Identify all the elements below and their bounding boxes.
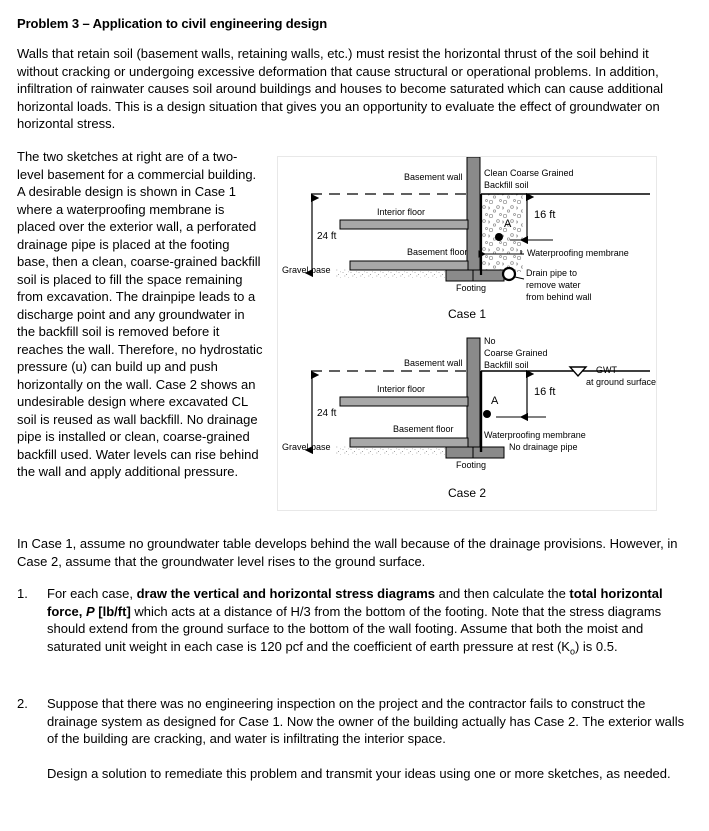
q1-text-4: ) is 0.5. [574,638,618,654]
case2-label-backfill-line1: No [484,336,496,346]
case2-caption: Case 2 [447,486,487,500]
intro-paragraph: Walls that retain soil (basement walls, retaining walls, etc.) must resist the horizontal thrust of the soil behind it without cracking or undergoing excessive deformation that cause structural or operational problems. In addition, infiltration of rainwater causes soil around buildings and houses to become saturated which can cause additional horizontal loads. This is a design situation that gives you an opportunity to evaluate the effect of groundwater on horizontal stress. [17,46,664,131]
q1-text-3: which acts at a distance of H/3 from the bottom of the footing. Note that the stress diagrams should extend from the ground surface to the bottom of the wall footing. Assume that both the moist and saturated unit weight in each case is 120 pcf and the coefficient of earth pressure at rest (K [47,603,662,654]
case-2-diagram [278,334,656,510]
case1-label-interior-floor: Interior floor [377,207,426,217]
case2-label-footing: Footing [456,460,487,470]
question-1-body [47,585,689,661]
case1-label-drain-line1: Drain pipe to [526,268,578,278]
q1-bold-2: total horizontal force, [47,586,663,619]
case2-label-basement-wall: Basement wall [404,358,463,368]
case2-label-membrane: Waterproofing membrane [484,430,586,440]
q2-text-2: Design a solution to remediate this problem and transmit your ideas using one or more sketches, as needed. [47,765,671,781]
case1-label-gravel-base: Gravel base [282,265,331,275]
question-2-body [47,695,689,782]
question-1-number: 1. [17,586,28,601]
case2-label-height-partial: 16 ft [534,386,556,398]
question-2 [17,695,689,782]
q1-text-1: For each case, [47,586,137,601]
case1-label-drain-line3: from behind wall [526,292,592,302]
q1-bold-3: [lb/ft] [94,603,131,619]
case1-label-backfill-line2: Backfill soil [484,180,529,190]
case-assumptions-paragraph: In Case 1, assume no groundwater table develops behind the wall because of the drainage provisions. However, in Case 2, assume that the groundwater level rises to the ground surface. [17,536,678,569]
case1-label-drain-line2: remove water [526,280,581,290]
case-2-svg [278,334,656,510]
case1-label-basement-floor: Basement floor [407,247,468,257]
question-2-number: 2. [17,696,28,711]
case2-label-height-total: 24 ft [317,408,337,419]
case2-label-gravel-base: Gravel base [282,442,331,452]
case1-label-backfill-line1: Clean Coarse Grained [484,168,574,178]
case2-label-basement-floor: Basement floor [393,424,454,434]
sketch-description-paragraph: The two sketches at right are of a two-level basement for a commercial building. A desirable design is shown in Case 1 where a waterproofing membrane is placed over the exterior wall, a perforated drainage pipe is placed at the footing base, then a clean, coarse-grained backfill soil is placed to fill the space remaining from excavation. The drainpipe leads to a discharge point and any groundwater in the backfill soil is removed before it reaches the wall. Therefore, no hydrostatic pressure (u) can build up and push horizontally on the wall. Case 2 shows an undesirable design where excavated CL soil is reused as wall backfill. No drainage pipe is installed or clean, coarse-grained backfill used. Water levels can rise behind the wall and apply additional pressure. [17,149,263,479]
case1-label-membrane: Waterproofing membrane [527,248,629,258]
case1-label-footing: Footing [456,283,487,293]
case1-label-height-total: 24 ft [317,231,337,242]
case1-label-basement-wall: Basement wall [404,172,463,182]
case1-label-point-a: A [504,218,512,230]
case2-label-gwt: GWT [596,365,617,375]
q1-bold-1: draw the vertical and horizontal stress diagrams [136,586,435,601]
case2-label-backfill-line2: Coarse Grained [484,348,548,358]
q2-text-1: Suppose that there was no engineering inspection on the project and the contractor fails to construct the drainage system as designed for Case 1. Now the owner of the building actually has Case 2. The exterior walls of the building are cracking, and water is infiltrating the interior space. [47,696,685,746]
case2-label-no-drain: No drainage pipe [509,442,578,452]
page-title: Problem 3 – Application to civil engineering design [17,16,328,31]
q1-text-2: and then calculate the [434,586,570,601]
case2-label-gwt-surface: at ground surface [586,377,657,387]
case2-label-point-a: A [491,395,499,407]
case2-label-interior-floor: Interior floor [377,384,426,394]
case1-label-height-partial: 16 ft [534,209,556,221]
q1-bold-italic-p: P [86,603,95,619]
case-1-diagram [278,157,656,333]
q1-subscript-o: o [569,646,575,657]
question-1 [17,585,689,661]
case1-caption: Case 1 [447,307,487,321]
figure-basement-sketches [277,156,657,511]
case2-label-backfill-line3: Backfill soil [484,360,529,370]
